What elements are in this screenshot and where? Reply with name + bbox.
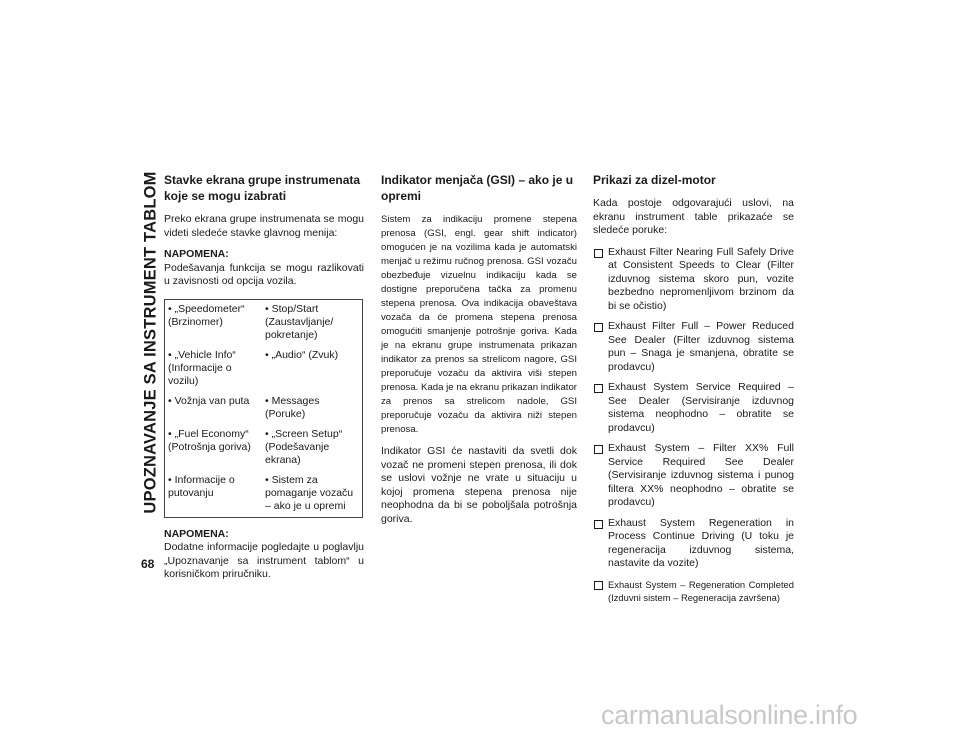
watermark: carmanualsonline.info — [601, 700, 858, 730]
gsi-paragraph: Sistem za indikaciju promene stepena prenosa (GSI, engl. gear shift indicator) omogućen je na vozilima kada je automatski menjač u režimu ručnog prenosa. GSI vozaču obezbeđuje vizuelnu indikaciju kada se dostigne preporučena tačka za promenu stepena prenosa. Ova indikacija obaveštava vozača da će promena stepena prenosa omogućiti smanjenje potrošnje goriva. Kada je na ekranu grupe instrumenata prikazan indikator za prenos sa strelicom nagore, GSI preporučuje vozaču da aktivira viši stepen prenosa. Kada je na ekranu prikazan indikator za prenos sa strelicom nadole, GSI preporučuje vozaču da aktivira niži stepen prenosa. — [381, 214, 577, 435]
list-item — [593, 246, 794, 314]
column-instrument-menu — [164, 172, 364, 582]
column-gsi — [381, 172, 577, 534]
list-item-text: Exhaust System Service Required – See Dealer (Servisiranje izduvnog sistema neophodno – obratite se prodavcu) — [608, 381, 794, 434]
list-item — [593, 320, 794, 374]
list-item-text: Exhaust System – Filter XX% Full Service Required See Dealer (Servisiranje izduvnog sistema i punog filtera XX% neophodno – obratite se prodavcu) — [608, 442, 794, 508]
note-label: NAPOMENA: — [164, 248, 229, 260]
table-cell: • „Vehicle Info“ (Informacije o vozilu) — [168, 348, 236, 387]
note-text: Podešavanja funkcija se mogu razlikovati u zavisnosti od opcija vozila. — [164, 261, 364, 287]
diesel-intro: Kada postoje odgovarajući uslovi, na ekranu instrument table prikazaće se sledeće poruke: — [593, 197, 794, 236]
list-item-text: Exhaust System Regeneration in Process Continue Driving (U toku je regeneracija izduvnog sistema, nastavite da vozite) — [608, 516, 794, 569]
checkbox-bullet-icon — [594, 323, 603, 332]
checkbox-bullet-icon — [594, 520, 603, 529]
list-item — [593, 578, 794, 605]
checkbox-bullet-icon — [594, 581, 603, 590]
side-section-title-text: UPOZNAVANJE SA INSTRUMENT TABLOM — [141, 171, 160, 514]
gsi-paragraph: Indikator GSI će nastaviti da svetli dok vozač ne promeni stepen prenosa, ili dok se uslovi vožnje ne vrate u situaciju u kojoj promena stepena prenosa nije neophodna da bi se poboljšala potrošnja goriva. — [381, 445, 577, 525]
table-row — [165, 392, 363, 425]
side-section-title — [138, 160, 164, 525]
list-item — [593, 517, 794, 571]
table-cell: • „Fuel Economy“ (Potrošnja goriva) — [168, 427, 251, 453]
table-row — [165, 346, 363, 392]
table-cell: • Messages (Poruke) — [265, 394, 320, 420]
note-label: NAPOMENA: — [164, 527, 229, 540]
table-cell: • Informacije o putovanju — [168, 473, 235, 499]
heading-gsi: Indikator menjača (GSI) – ako je u opremi — [381, 173, 574, 203]
list-item — [593, 381, 794, 435]
note-text: Dodatne informacije pogledajte u poglavlju „Upoznavanje sa instrument tablom“ u korisničkom priručniku. — [164, 541, 364, 580]
table-cell: • Stop/Start (Zaustavljanje/ pokretanje) — [265, 302, 334, 341]
page-number: 68 — [141, 557, 155, 571]
checkbox-bullet-icon — [594, 445, 603, 454]
heading-diesel: Prikazi za dizel-motor — [593, 173, 716, 187]
list-item-text: Exhaust System – Regeneration Completed (Izduvni sistem – Regeneracija završena) — [608, 578, 794, 603]
list-item — [593, 442, 794, 510]
table-cell: • Vožnja van puta — [168, 394, 250, 407]
table-row — [165, 471, 363, 518]
checkbox-bullet-icon — [594, 384, 603, 393]
list-item-text: Exhaust Filter Full – Power Reduced See Dealer (Filter izduvnog sistema pun – Snaga je smanjena, obratite se prodavcu) — [608, 320, 794, 373]
checkbox-bullet-icon — [594, 249, 603, 258]
table-cell: • „Audio“ (Zvuk) — [265, 348, 339, 361]
table-row — [165, 299, 363, 346]
heading-selectable-items: Stavke ekrana grupe instrumenata koje se mogu izabrati — [164, 173, 361, 203]
intro-paragraph: Preko ekrana grupe instrumenata se mogu videti sledeće stavke glavnog menija: — [164, 213, 364, 239]
menu-items-table — [164, 299, 363, 518]
list-item-text: Exhaust Filter Nearing Full Safely Drive at Consistent Speeds to Clear (Filter izduvnog sistema skoro pun, vozite bezbedno nepromenljivom brzinom da bi se očistio) — [608, 245, 794, 312]
table-row — [165, 425, 363, 471]
table-cell: • „Screen Setup“ (Podešavanje ekrana) — [265, 427, 343, 466]
table-cell: • „Speedometer“ (Brzinomer) — [168, 302, 245, 328]
column-diesel — [593, 172, 794, 612]
table-cell: • Sistem za pomaganje vozaču – ako je u opremi — [265, 473, 354, 512]
